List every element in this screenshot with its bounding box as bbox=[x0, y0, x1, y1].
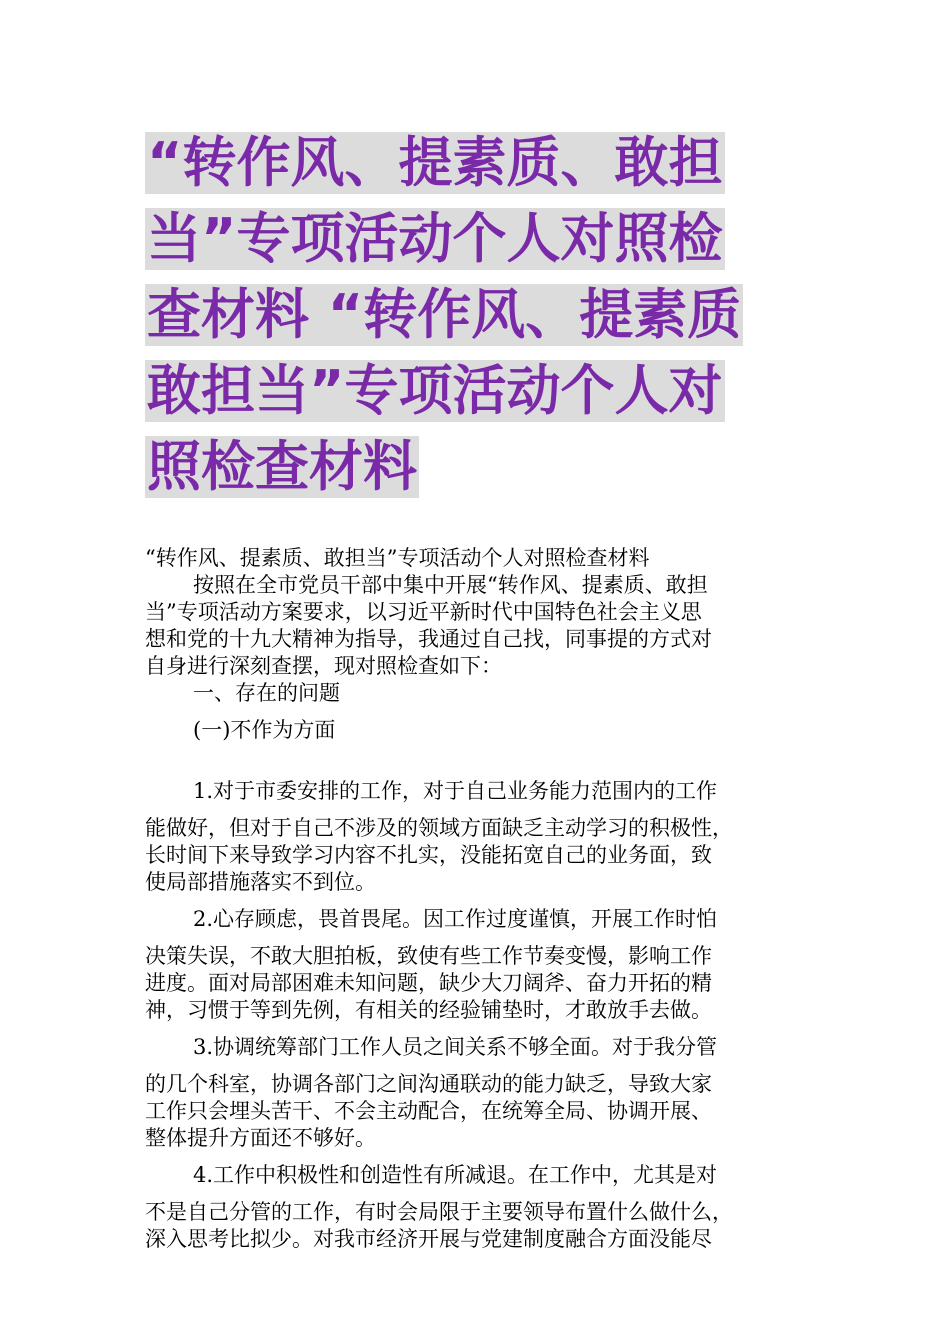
document-body bbox=[145, 545, 810, 1253]
subsection-heading: (一)不作为方面 bbox=[193, 718, 336, 742]
title-line: “转作风、提素质、敢担 bbox=[147, 132, 723, 194]
list-item-1: 1.对于市委安排的工作，对于自己业务能力范围内的工作 能做好，但对于自己不涉及的领域方面缺乏主动学习的积极性， 长时间下来导致学习内容不扎实，没能拓宽自己的业务面，致 使局部措施落实不到位。 bbox=[145, 779, 733, 894]
section-heading: 一、存在的问题 bbox=[193, 681, 340, 705]
intro-paragraph: 按照在全市党员干部中集中开展“转作风、提素质、敢担 当”专项活动方案要求，以习近平新时代中国特色社会主义思 想和党的十九大精神为指导，我通过自己找，同事提的方式对 自身进行深刻查摆，现对照检查如下： bbox=[145, 573, 712, 678]
title-line: 当”专项活动个人对照检 bbox=[147, 208, 723, 270]
title-line: 照检查材料 bbox=[147, 436, 417, 498]
list-item-3: 3.协调统筹部门工作人员之间关系不够全面。对于我分管 的几个科室，协调各部门之间沟通联动的能力缺乏，导致大家 工作只会埋头苦干、不会主动配合，在统筹全局、协调开展、 整体提升方面还不够好。 bbox=[145, 1035, 718, 1150]
title-line: 敢担当”专项活动个人对 bbox=[147, 360, 723, 422]
document-subtitle: “转作风、提素质、敢担当”专项活动个人对照检查材料 bbox=[145, 546, 650, 570]
list-item-4: 4.工作中积极性和创造性有所减退。在工作中，尤其是对 不是自己分管的工作，有时会局限于主要领导布置什么做什么， 深入思考比拟少。对我市经济开展与党建制度融合方面没能尽 bbox=[145, 1163, 733, 1251]
title-line: 查材料 “转作风、提素质 bbox=[147, 284, 742, 346]
list-item-2: 2.心存顾虑，畏首畏尾。因工作过度谨慎，开展工作时怕 决策失误，不敢大胆拍板，致使有些工作节奏变慢，影响工作 进度。面对局部困难未知问题，缺少大刀阔斧、奋力开拓的精 神，习惯于等到先例，有相关的经验铺垫时，才敢放手去做。 bbox=[145, 907, 718, 1022]
document-title bbox=[145, 132, 810, 512]
